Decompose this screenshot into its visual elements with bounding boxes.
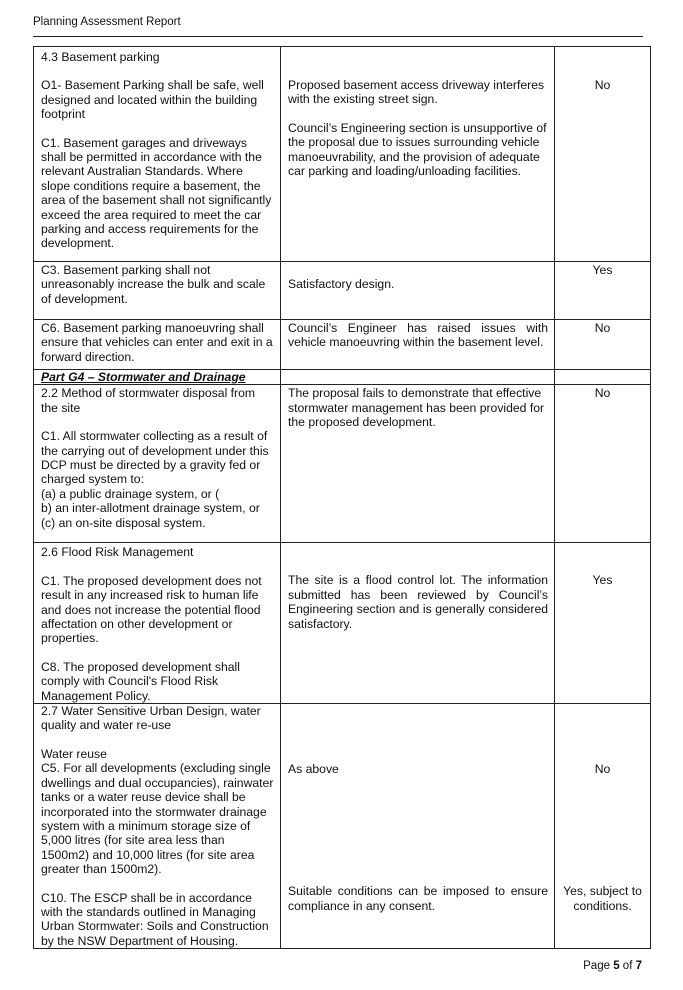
table-row (34, 320, 651, 370)
compliance-value: No (594, 321, 611, 335)
compliance-value: No (594, 762, 611, 777)
control-heading: 2.2 Method of stormwater disposal from the site (41, 386, 256, 415)
control-text: C3. Basement parking shall not unreasonably increase the bulk and scale of development. (41, 263, 266, 306)
assessment-table (33, 46, 651, 949)
comment-text: As above (288, 762, 339, 777)
compliance-value: Yes, subject to conditions. (563, 884, 642, 913)
table-row-stormwater-disposal (34, 385, 651, 543)
comment-cell (281, 262, 555, 320)
compliance-cell (555, 543, 651, 704)
compliance-cell (555, 47, 651, 262)
compliance-value: No (594, 386, 611, 401)
control-heading: 4.3 Basement parking (41, 50, 160, 64)
section-title: Part G4 – Stormwater and Drainage (41, 370, 246, 384)
comment-text: Satisfactory design. (288, 277, 395, 291)
control-cell (34, 262, 281, 320)
comment-cell (281, 385, 555, 543)
section-header-row (34, 370, 651, 385)
compliance-value: Yes (592, 573, 613, 588)
table-row-flood-risk (34, 543, 651, 704)
comment-text: Suitable conditions can be imposed to ensure compliance in any consent. (288, 884, 548, 913)
table-row (34, 262, 651, 320)
comment-text: Proposed basement access driveway interferes with the existing street sign. (288, 78, 545, 107)
control-text: C10. The ESCP shall be in accordance with the standards outlined in Managing Urban Stormwater: Soils and Construction by the NSW Department of Housing. (41, 890, 269, 948)
table-row-wsud (34, 704, 651, 949)
report-header-title: Planning Assessment Report (33, 16, 181, 28)
control-text: Water reuse C5. For all developments (excluding single dwellings and dual occupancies), rainwater tanks or a water reuse device shall be incorporated into the stormwater drainage system with a minimum storage size of 5,000 litres (for site area less than 1500m2) and 10,000 litres (for site area greater than 1500m2). (41, 746, 274, 877)
header-divider (33, 36, 643, 37)
control-text: C1. The proposed development does not result in any increased risk to human life and does not increase the potential flood affectation on other development or properties. (41, 573, 262, 646)
comment-cell (281, 704, 555, 949)
comment-cell (281, 47, 555, 262)
control-cell (34, 385, 281, 543)
comment-text: The site is a flood control lot. The information submitted has been reviewed by Council’s Engineering section and is generally considered satisfactory. (288, 573, 548, 631)
comment-text: Council’s Engineering section is unsupportive of the proposal due to issues surrounding vehicle manoeuvrability, and the provision of adequate car parking and loading/unloading facilities. (288, 120, 547, 179)
compliance-cell (555, 704, 651, 949)
comment-cell (281, 320, 555, 370)
empty-cell (281, 370, 555, 385)
control-heading: 2.6 Flood Risk Management (41, 545, 194, 560)
compliance-cell (555, 385, 651, 543)
control-text: C8. The proposed development shall comply with Council's Flood Risk Management Policy. (41, 659, 240, 703)
comment-text: The proposal fails to demonstrate that effective stormwater management has been provided for the proposed development. (288, 386, 545, 430)
compliance-value: No (594, 78, 611, 92)
table-row-basement-parking (34, 47, 651, 262)
control-heading: 2.7 Water Sensitive Urban Design, water quality and water re-use (41, 704, 261, 733)
control-cell (34, 320, 281, 370)
page-label: Page (583, 960, 610, 972)
control-text: C1. All stormwater collecting as a result of the carrying out of development under this DCP must be directed by a gravity fed or charged system to: (a) a public drainage system, or ( b) an inter-allotment drainage system, or (c) an on-site disposal system. (41, 429, 269, 530)
control-cell (34, 704, 281, 949)
page-of-label: of (622, 960, 633, 972)
comment-text: Council’s Engineer has raised issues with vehicle manoeuvring within the basement level. (288, 321, 548, 350)
compliance-cell (555, 320, 651, 370)
page-number (583, 960, 642, 972)
compliance-cell (555, 262, 651, 320)
control-objective: O1- Basement Parking shall be safe, well designed and located within the building footprint (41, 78, 264, 122)
control-text: C1. Basement garages and driveways shall be permitted in accordance with the relevant Australian Standards. Where slope conditions require a basement, the area of the basement shall not significantly exceed the area required to meet the car parking and access requirements for the development. (41, 135, 272, 251)
empty-cell (555, 370, 651, 385)
control-cell (34, 47, 281, 262)
control-cell (34, 543, 281, 704)
compliance-value: Yes (592, 263, 613, 277)
page-total: 7 (635, 960, 642, 972)
section-cell (34, 370, 281, 385)
comment-cell (281, 543, 555, 704)
control-text: C6. Basement parking manoeuvring shall ensure that vehicles can enter and exit in a forward direction. (41, 321, 273, 364)
page-current: 5 (613, 960, 620, 972)
